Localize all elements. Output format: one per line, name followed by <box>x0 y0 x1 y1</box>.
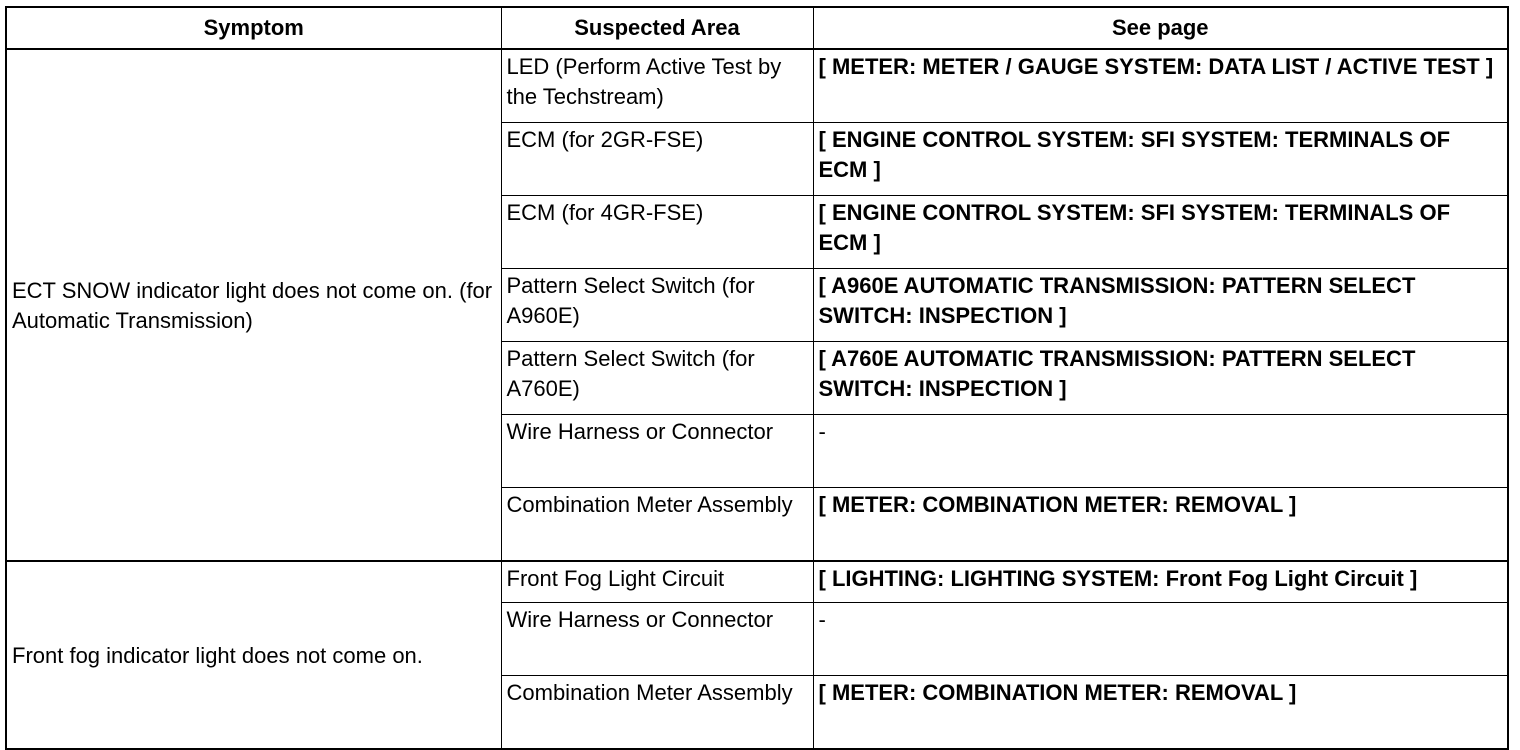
see-page-cell: - <box>813 603 1508 676</box>
see-page-link[interactable]: [ METER: COMBINATION METER: REMOVAL ] <box>813 676 1508 750</box>
suspected-area-cell: ECM (for 4GR-FSE) <box>501 196 813 269</box>
suspected-area-cell: LED (Perform Active Test by the Techstream) <box>501 49 813 123</box>
suspected-area-cell: Pattern Select Switch (for A960E) <box>501 269 813 342</box>
suspected-area-cell: Combination Meter Assembly <box>501 676 813 750</box>
see-page-link[interactable]: [ ENGINE CONTROL SYSTEM: SFI SYSTEM: TERMINALS OF ECM ] <box>813 123 1508 196</box>
symptom-cell: ECT SNOW indicator light does not come on. (for Automatic Transmission) <box>6 49 501 561</box>
suspected-area-cell: ECM (for 2GR-FSE) <box>501 123 813 196</box>
see-page-link[interactable]: [ A960E AUTOMATIC TRANSMISSION: PATTERN SELECT SWITCH: INSPECTION ] <box>813 269 1508 342</box>
header-see-page: See page <box>813 7 1508 49</box>
see-page-link[interactable]: [ A760E AUTOMATIC TRANSMISSION: PATTERN SELECT SWITCH: INSPECTION ] <box>813 342 1508 415</box>
suspected-area-cell: Combination Meter Assembly <box>501 488 813 562</box>
suspected-area-cell: Front Fog Light Circuit <box>501 561 813 603</box>
suspected-area-cell: Wire Harness or Connector <box>501 603 813 676</box>
symptom-cell: Front fog indicator light does not come on. <box>6 561 501 749</box>
problem-symptoms-table <box>5 6 1509 750</box>
header-symptom: Symptom <box>6 7 501 49</box>
table-row <box>6 49 1508 123</box>
suspected-area-cell: Wire Harness or Connector <box>501 415 813 488</box>
suspected-area-cell: Pattern Select Switch (for A760E) <box>501 342 813 415</box>
header-suspected-area: Suspected Area <box>501 7 813 49</box>
header-row <box>6 7 1508 49</box>
see-page-link[interactable]: [ LIGHTING: LIGHTING SYSTEM: Front Fog Light Circuit ] <box>813 561 1508 603</box>
see-page-link[interactable]: [ ENGINE CONTROL SYSTEM: SFI SYSTEM: TERMINALS OF ECM ] <box>813 196 1508 269</box>
see-page-link[interactable]: [ METER: COMBINATION METER: REMOVAL ] <box>813 488 1508 562</box>
see-page-link[interactable]: [ METER: METER / GAUGE SYSTEM: DATA LIST / ACTIVE TEST ] <box>813 49 1508 123</box>
see-page-cell: - <box>813 415 1508 488</box>
table-row <box>6 561 1508 603</box>
